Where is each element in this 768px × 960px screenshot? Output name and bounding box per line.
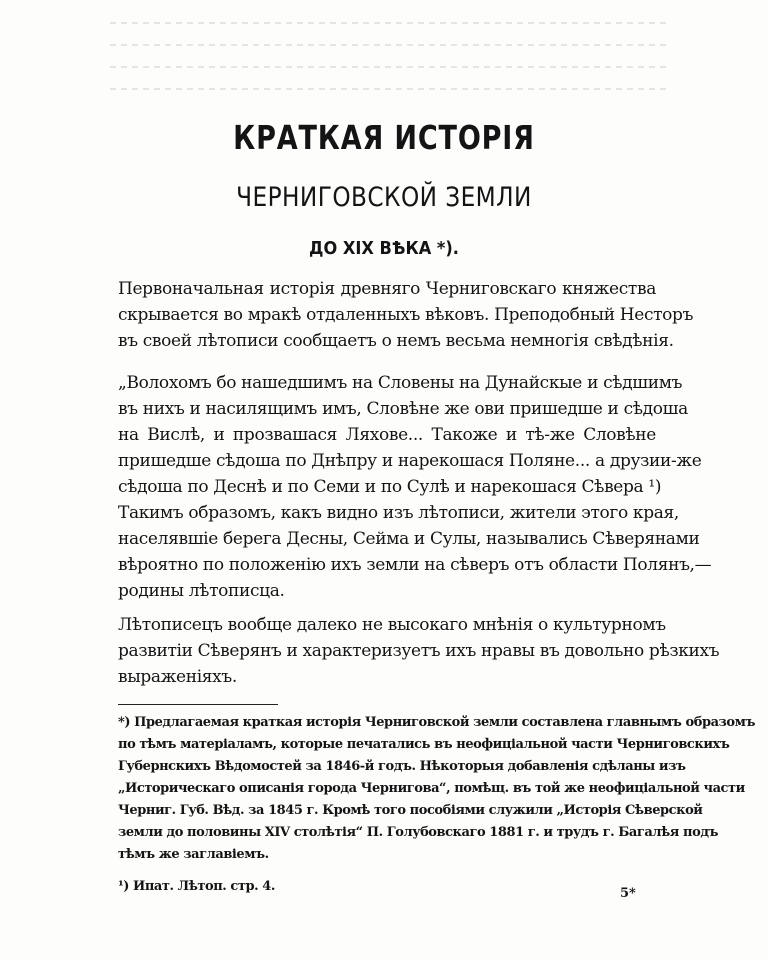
- footnote-separator: [118, 704, 278, 705]
- document-title: КРАТКАЯ ИСТОРІЯ: [233, 118, 535, 157]
- footnote-1-line-4: „Историческаго описанія города Чернигова“, помѣщ. въ той же неофиціальной части: [118, 781, 745, 796]
- paragraph-2-line-2: въ нихъ и насилящимъ имъ, Словѣне же ови пришедше и сѣдоша: [118, 399, 688, 419]
- bleed-through-line: [110, 44, 670, 46]
- paragraph-2-line-4: пришедше сѣдоша по Днѣпру и нарекошася Поляне... а друзии-же: [118, 451, 702, 471]
- footnote-1-line-3: Губернскихъ Вѣдомостей за 1846-й годъ. Нѣкоторыя добавленія сдѣланы изъ: [118, 759, 686, 774]
- document-subtitle: ЧЕРНИГОВСКОЙ ЗЕМЛИ: [236, 182, 532, 213]
- paragraph-1-line-3: въ своей лѣтописи сообщаетъ о немъ весьма немногія свѣдѣнія.: [118, 331, 674, 351]
- signature-mark: 5*: [620, 886, 636, 901]
- paragraph-2-line-9: родины лѣтописца.: [118, 581, 285, 601]
- paragraph-2-line-3: на Вислѣ, и прозвашася Ляхове... Такоже и тѣ-же Словѣне: [118, 425, 656, 445]
- footnote-1-line-6: земли до половины XIV столѣтія“ П. Голубовскаго 1881 г. и трудъ г. Багалѣя подъ: [118, 825, 719, 840]
- paragraph-3-line-2: развитіи Сѣверянъ и характеризуетъ ихъ нравы въ довольно рѣзкихъ: [118, 641, 720, 661]
- bleed-through-line: [110, 66, 670, 68]
- footnote-1-line-2: по тѣмъ матеріаламъ, которые печатались въ неофиціальной части Черниговскихъ: [118, 737, 730, 752]
- paragraph-2-line-8: вѣроятно по положенію ихъ земли на сѣверъ отъ области Полянъ,—: [118, 555, 712, 575]
- paragraph-2-line-5: сѣдоша по Деснѣ и по Семи и по Сулѣ и нарекошася Сѣвера ¹): [118, 477, 662, 497]
- footnote-2-line-1: ¹) Ипат. Лѣтоп. стр. 4.: [118, 879, 275, 894]
- paragraph-1-line-2: скрывается во мракѣ отдаленныхъ вѣковъ. Преподобный Несторъ: [118, 305, 694, 325]
- paragraph-3-line-3: выраженіяхъ.: [118, 667, 237, 687]
- footnote-1-line-5: Черниг. Губ. Вѣд. за 1845 г. Кромѣ того пособіями служили „Исторія Сѣверской: [118, 803, 703, 818]
- footnote-1-line-7: тѣмъ же заглавіемъ.: [118, 847, 269, 862]
- paragraph-2-line-1: „Волохомъ бо нашедшимъ на Словены на Дунайскые и сѣдшимъ: [118, 373, 683, 393]
- paragraph-1-line-1: Первоначальная исторія древняго Черниговскаго княжества: [118, 279, 656, 299]
- paragraph-2-line-6: Такимъ образомъ, какъ видно изъ лѣтописи, жители этого края,: [118, 503, 679, 523]
- document-century-heading: ДО XIX ВѢКА *).: [309, 238, 459, 259]
- footnote-1-line-1: *) Предлагаемая краткая исторія Черниговской земли составлена главнымъ образомъ: [118, 715, 755, 730]
- paragraph-2-line-7: населявшіе берега Десны, Сейма и Сулы, назывались Сѣверянами: [118, 529, 700, 549]
- bleed-through-line: [110, 22, 670, 24]
- bleed-through-line: [110, 88, 670, 90]
- paragraph-3-line-1: Лѣтописецъ вообще далеко не высокаго мнѣнія о культурномъ: [118, 615, 666, 635]
